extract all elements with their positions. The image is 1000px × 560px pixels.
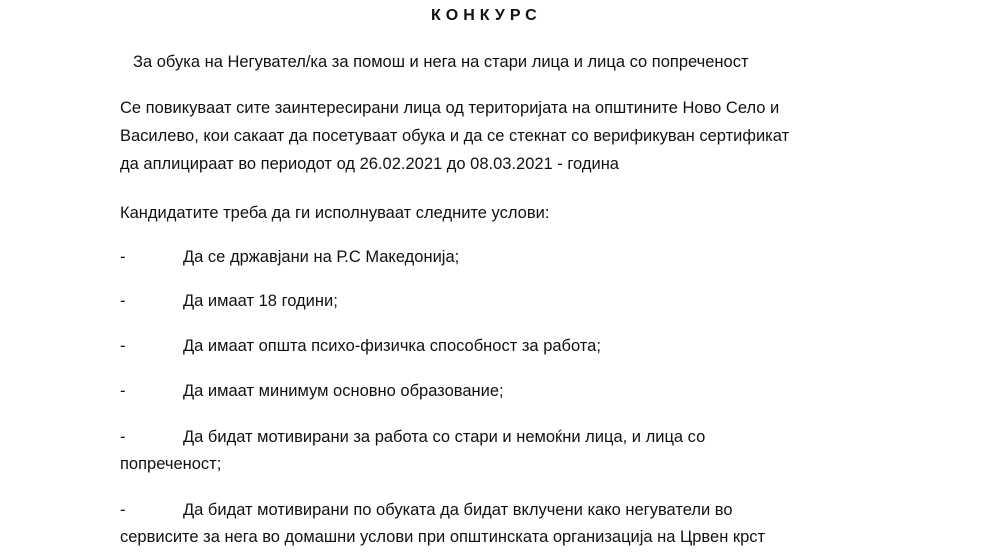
document-subtitle: За обука на Негувател/ка за помош и нега на стари лица и лица со попреченост [133, 53, 749, 71]
conditions-heading: Кандидатите треба да ги исполнуваат следните услови: [120, 204, 550, 222]
condition-4: Да имаат минимум основно образование; [183, 382, 504, 400]
bullet-marker: - [120, 337, 126, 355]
bullet-marker: - [120, 248, 126, 266]
bullet-marker: - [120, 292, 126, 310]
bullet-marker: - [120, 382, 126, 400]
condition-2: Да имаат 18 години; [183, 292, 338, 310]
intro-line-2: Василево, кои сакаат да посетуваат обука и да се стекнат со верификуван сертификат [120, 127, 790, 145]
document-title: КОНКУРС [431, 7, 542, 24]
condition-3: Да имаат општа психо-физичка способност за работа; [183, 337, 601, 355]
bullet-marker: - [120, 501, 126, 519]
condition-6-line-2: сервисите за нега во домашни услови при општинската организација на Црвен крст [120, 528, 766, 546]
condition-5-line-1: Да бидат мотивирани за работа со стари и немоќни лица, и лица со [183, 428, 706, 446]
condition-5-line-2: попреченост; [120, 455, 222, 473]
intro-line-3: да аплицираат во периодот од 26.02.2021 до 08.03.2021 - година [120, 155, 619, 173]
condition-1: Да се државјани на Р.С Македонија; [183, 248, 460, 266]
condition-6-line-1: Да бидат мотивирани по обуката да бидат вклучени како негуватели во [183, 501, 733, 519]
bullet-marker: - [120, 428, 126, 446]
intro-line-1: Се повикуваат сите заинтересирани лица од територијата на општините Ново Село и [120, 99, 780, 117]
